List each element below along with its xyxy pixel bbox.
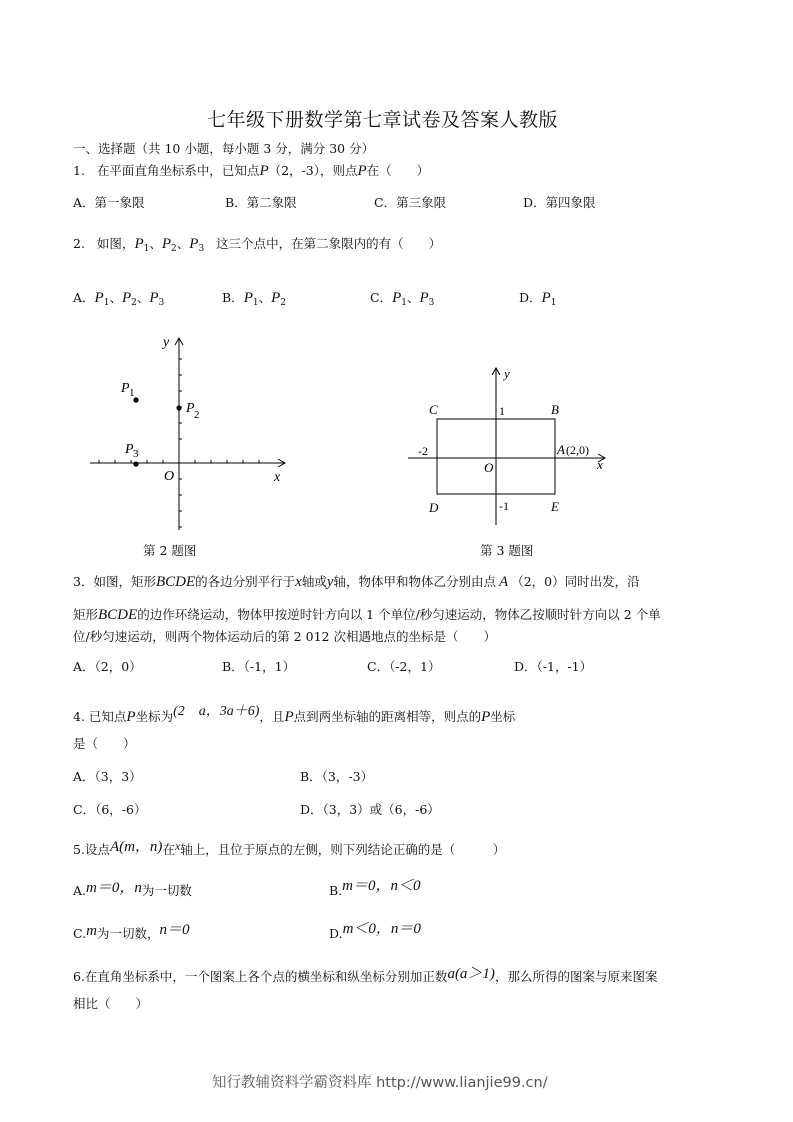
x-axis-label: x	[274, 470, 281, 485]
variable: n	[134, 880, 142, 896]
variable: P	[271, 290, 281, 306]
subscript: 2	[280, 298, 287, 308]
q3-option-c: C．（-2，1）	[367, 659, 441, 674]
question-2: 2. 如图，$P_1$、$P_2$、$P_3$ 这三个点中，在第二象限内的有（ ）	[73, 236, 442, 254]
footer-watermark: 知行教辅资料学霸资料库 http://www.lianjie99.cn/	[212, 1075, 548, 1091]
math-expression: n＝0	[390, 921, 421, 937]
subscript: 3	[198, 244, 205, 254]
option-label: A.	[73, 883, 87, 898]
point-a-coordinate: (2,0)	[566, 443, 589, 457]
q1-option-c: C．第三象限	[374, 195, 447, 210]
question-text: 轴，物体甲和物体乙分别由点	[333, 574, 497, 589]
q5-option-c	[73, 922, 189, 943]
math-expression: a(a＞1)	[447, 966, 495, 982]
question-6	[73, 965, 657, 986]
q4-option-a: A．（3，3）	[73, 769, 142, 784]
variable: P	[94, 290, 104, 306]
math-expression: n＝0	[159, 922, 190, 938]
question-5	[73, 838, 505, 859]
q3-option-b: B．（-1，1）	[222, 659, 296, 674]
section-heading: 一、选择题（共 10 小题，每小题 3 分，满分 30 分）	[73, 141, 375, 156]
x-axis-label: x	[597, 457, 603, 472]
q1-option-a: A．第一象限	[73, 195, 145, 210]
question-text: ，那么所得的图案与原来图案	[494, 969, 658, 984]
variable: P	[392, 290, 402, 306]
q2-option-d	[519, 288, 556, 308]
variable: P	[161, 236, 172, 252]
point-p2	[176, 405, 181, 410]
q5-option-d	[329, 922, 421, 943]
variable: P	[357, 163, 367, 179]
variable: x	[174, 839, 181, 853]
q5-option-b	[329, 879, 421, 900]
subscript: 1	[550, 298, 557, 308]
question-text: 点到两坐标轴的距离相等，则点的	[293, 709, 482, 724]
question-text: 在	[162, 842, 175, 857]
q1-option-d: D．第四象限	[523, 195, 596, 210]
variable: P	[419, 290, 429, 306]
question-text: （2，0）同时出发，沿	[511, 574, 640, 589]
subscript: 3	[428, 298, 435, 308]
question-text: 矩形	[73, 607, 99, 622]
option-label: C.	[73, 926, 87, 941]
q2-option-c: C．$P_1$、$P_3$	[370, 290, 435, 308]
option-text: 为一切数，	[96, 926, 160, 941]
vertex-d: D	[429, 500, 439, 515]
question-text: 在（ ）	[366, 163, 430, 178]
option-label: D.	[329, 926, 343, 941]
variable: P	[259, 163, 269, 179]
p3-subscript: 3	[133, 448, 139, 460]
variable: BCDE	[155, 574, 196, 590]
subscript: 1	[143, 244, 150, 254]
question-6-line-2: 相比（ ）	[73, 996, 149, 1011]
question-3-line-3: 位/秒匀速运动，则两个物体运动后的第 2 012 次相遇地点的坐标是（ ）	[73, 629, 496, 644]
math-expression: n＜0	[390, 878, 421, 894]
math-expression: m＝0，	[86, 880, 135, 896]
q3-option-d: D．（-1，-1）	[514, 659, 593, 674]
question-text: 3．如图，矩形	[73, 574, 156, 589]
question-text: ，且	[259, 709, 285, 724]
point-a: A	[557, 442, 565, 457]
variable: P	[134, 236, 144, 252]
option-text: 为一切数	[141, 883, 192, 898]
question-text: 的各边分别平行于	[195, 574, 296, 589]
q2-option-b: B．$P_1$、$P_2$	[222, 290, 287, 308]
question-4	[73, 706, 515, 726]
origin-label: O	[164, 469, 175, 484]
subscript: 2	[171, 244, 177, 254]
option-label: D．	[519, 290, 542, 305]
variable: y	[326, 574, 334, 590]
variable: x	[295, 574, 302, 590]
figure-2-caption: 第 2 题图	[143, 543, 197, 558]
vertex-e: E	[551, 499, 559, 514]
subscript: 1	[103, 298, 110, 308]
variable: P	[284, 709, 294, 725]
point-p3	[133, 461, 138, 466]
variable: P	[541, 290, 551, 306]
question-3-line-1	[73, 572, 640, 591]
option-label: B．	[222, 290, 244, 305]
figure-3-caption: 第 3 题图	[480, 543, 534, 558]
math-expression: A(m，n)	[109, 839, 163, 855]
option-label: C．	[370, 290, 393, 305]
math-expression: m＝0，	[342, 878, 391, 894]
vertex-c: C	[429, 402, 438, 417]
q4-option-d: D．（3，3）或（6，-6）	[300, 802, 440, 817]
tick-label-1: 1	[499, 404, 505, 418]
variable: P	[149, 290, 159, 306]
variable: BCDE	[98, 607, 138, 623]
subscript: 1	[401, 298, 407, 308]
vertex-b: B	[551, 402, 559, 417]
tick-label-minus-1: -1	[499, 499, 509, 513]
question-text: 轴上，且位于原点的左侧，则下列结论正确的是（ ）	[180, 842, 506, 857]
question-text: 的边作环绕运动，物体甲按逆时针方向以 1 个单位/秒匀速运动，物体乙按顺时针方向以 2 个单	[137, 607, 661, 622]
y-axis-label: y	[504, 366, 510, 381]
subscript: 1	[252, 298, 259, 308]
p3-label: P	[125, 442, 134, 457]
origin-label: O	[484, 460, 494, 475]
question-text: 6.在直角坐标系中，一个图案上各个点的横坐标和纵坐标分别加正数	[73, 969, 448, 984]
variable: P	[121, 290, 132, 306]
figure-2-coordinate-plane	[85, 330, 300, 540]
question-number: 2.	[73, 236, 85, 251]
q5-option-a	[73, 879, 192, 900]
q1-option-b: B．第二象限	[225, 195, 297, 210]
figure-3-rectangle	[400, 362, 620, 532]
tick-label-minus-2: -2	[418, 444, 428, 458]
math-expression: m＜0，	[342, 921, 391, 937]
variable: P	[481, 709, 491, 725]
question-4-line-2: 是（ ）	[73, 736, 136, 751]
p1-label: P	[121, 381, 130, 396]
subscript: 2	[131, 298, 137, 308]
math-expression: (2 a，3a＋6)	[173, 704, 260, 719]
p1-subscript: 1	[129, 387, 135, 399]
variable: A	[499, 574, 509, 590]
y-axis-label: y	[163, 335, 170, 350]
question-text: 如图，	[96, 236, 135, 251]
question-3-line-2	[73, 605, 661, 624]
question-text: （2，-3），则点	[268, 163, 358, 178]
p2-subscript: 2	[194, 409, 200, 421]
page-title: 七年级下册数学第七章试卷及答案人教版	[207, 109, 559, 131]
q4-option-b: B．（3，-3）	[300, 769, 374, 784]
question-text: 坐标为	[135, 709, 174, 724]
q2-option-a: A．$P_1$、$P_2$、$P_3$	[73, 290, 165, 308]
question-text: 5.设点	[73, 842, 110, 857]
question-text: 坐标	[490, 709, 516, 724]
question-text: 在平面直角坐标系中，已知点	[96, 163, 260, 178]
option-label: B.	[329, 883, 343, 898]
variable: P	[126, 709, 136, 725]
question-text: 这三个点中，在第二象限内的有（ ）	[216, 236, 442, 251]
question-text: 轴或	[301, 574, 327, 589]
variable: P	[189, 236, 199, 252]
option-label: A．	[73, 290, 95, 305]
p2-label: P	[186, 401, 195, 416]
question-text: 4. 已知点	[73, 709, 127, 724]
question-number: 1.	[73, 163, 85, 178]
subscript: 3	[158, 298, 165, 308]
variable: m	[86, 923, 97, 939]
variable: P	[243, 290, 253, 306]
q3-option-a: A．（2，0）	[73, 659, 142, 674]
question-1	[73, 161, 429, 180]
q4-option-c: C．（6，-6）	[73, 802, 147, 817]
